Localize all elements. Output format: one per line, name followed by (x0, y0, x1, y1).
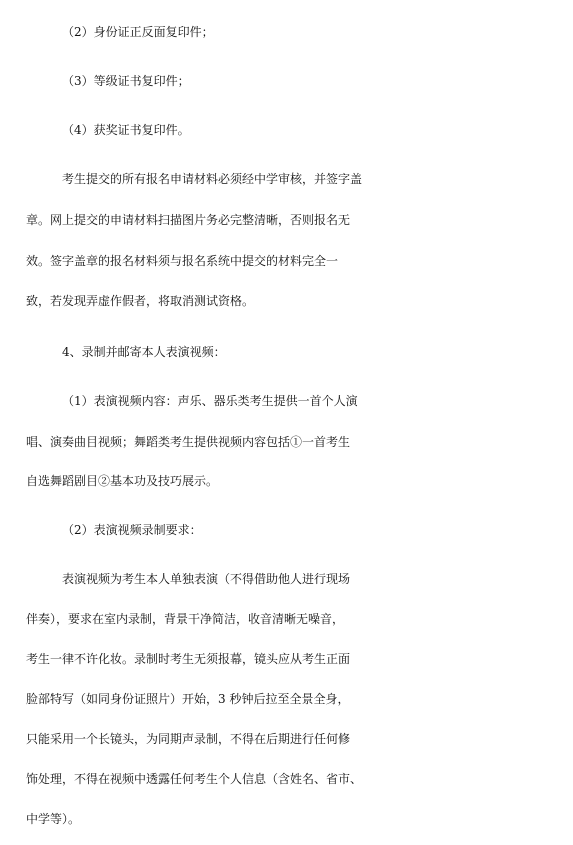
doc-line-9: （1）表演视频内容：声乐、器乐类考生提供一首个人演 (62, 394, 358, 408)
doc-line-10: 唱、演奏曲目视频；舞蹈类考生提供视频内容包括①一首考生 (26, 435, 351, 449)
doc-line-8: 4、录制并邮寄本人表演视频： (62, 345, 226, 359)
doc-line-14: 伴奏），要求在室内录制，背景干净简洁，收音清晰无噪音， (26, 612, 345, 626)
doc-line-19: 中学等）。 (26, 812, 81, 826)
doc-line-1: （2）身份证正反面复印件； (62, 25, 214, 39)
doc-line-13: 表演视频为考生本人单独表演（不得借助他人进行现场 (62, 572, 351, 586)
doc-line-7: 致，若发现弄虚作假者，将取消测试资格。 (26, 294, 255, 308)
doc-line-16: 脸部特写（如同身份证照片）开始，3 秒钟后拉至全景全身， (26, 692, 350, 706)
doc-line-15: 考生一律不许化妆。录制时考生无须报幕，镜头应从考生正面 (26, 652, 351, 666)
doc-line-12: （2）表演视频录制要求： (62, 523, 202, 537)
doc-line-5: 章。网上提交的申请材料扫描图片务必完整清晰，否则报名无 (26, 213, 351, 227)
doc-line-3: （4）获奖证书复印件。 (62, 123, 190, 137)
doc-line-17: 只能采用一个长镜头，为同期声录制，不得在后期进行任何修 (26, 732, 351, 746)
doc-line-18: 饰处理，不得在视频中透露任何考生个人信息（含姓名、省市、 (26, 772, 363, 786)
doc-line-2: （3）等级证书复印件； (62, 74, 190, 88)
doc-line-4: 考生提交的所有报名申请材料必须经中学审核，并签字盖 (62, 172, 363, 186)
doc-line-11: 自选舞蹈剧目②基本功及技巧展示。 (26, 474, 219, 488)
doc-line-6: 效。签字盖章的报名材料须与报名系统中提交的材料完全一 (26, 254, 339, 268)
